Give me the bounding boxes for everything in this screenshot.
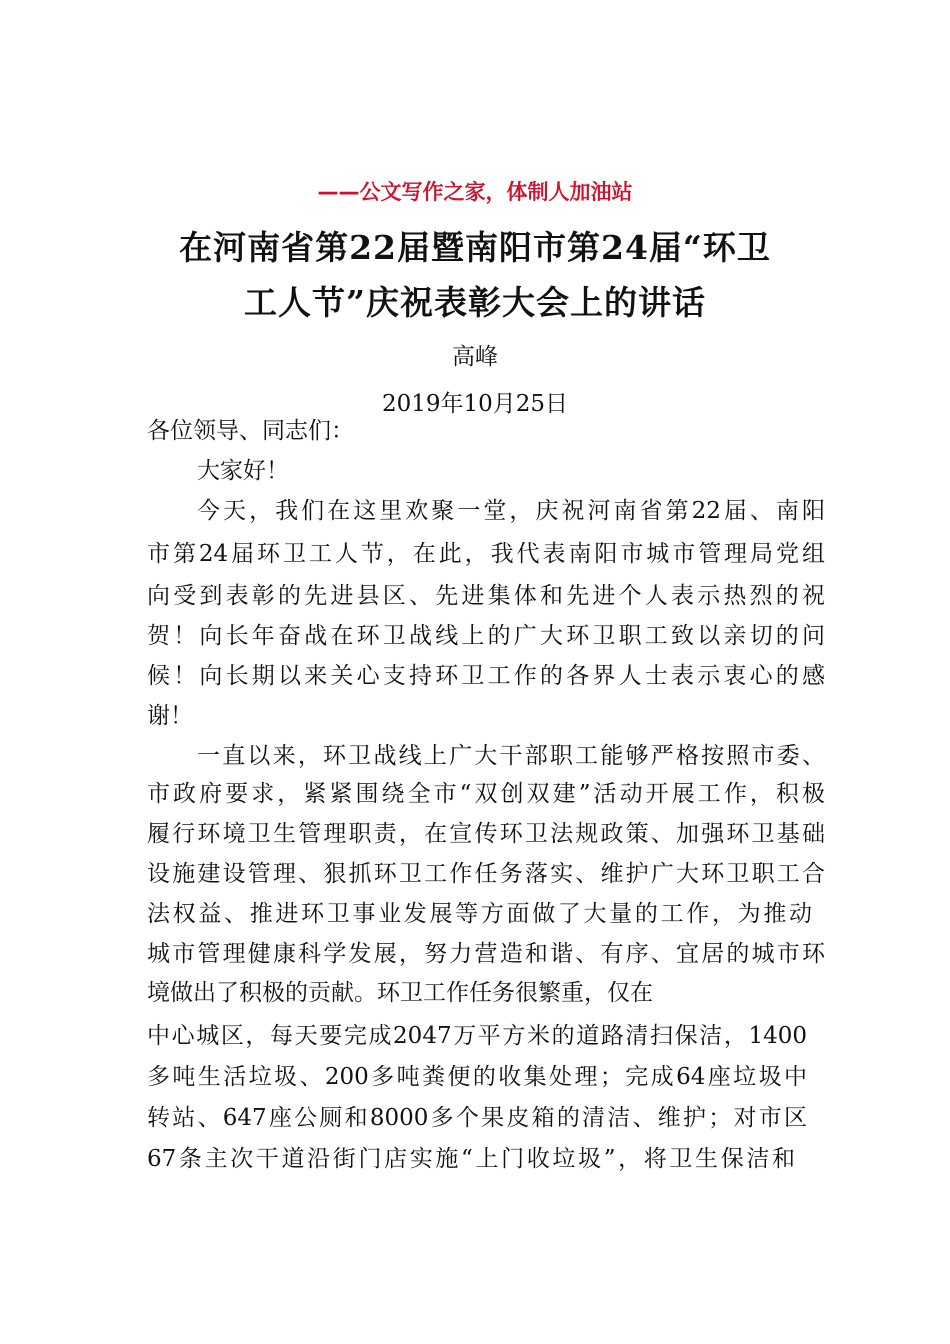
- slogan-header: ——公文写作之家，体制人加油站: [317, 180, 633, 204]
- paragraph-2-line: 境做出了积极的贡献。环卫工作任务很繁重，仅在: [147, 980, 653, 1006]
- date: 2019年10月25日: [381, 391, 569, 417]
- salutation: 各位领导、同志们：: [147, 418, 354, 444]
- paragraph-3-line: 转站、647座公厕和8000多个果皮箱的清洁、维护；对市区: [147, 1105, 807, 1131]
- paragraph-3-line: 中心城区，每天要完成2047万平方米的道路清扫保洁，1400: [147, 1023, 807, 1049]
- greeting: 大家好！: [197, 458, 289, 484]
- document-title-line-1: 在河南省第22届暨南阳市第24届“环卫: [179, 228, 771, 267]
- paragraph-3-line: 67条主次干道沿街门店实施“上门收垃圾”，将卫生保洁和: [147, 1146, 795, 1172]
- paragraph-2-line: 市政府要求，紧紧围绕全市“双创双建”活动开展工作，积极: [147, 781, 825, 807]
- paragraph-1-line: 贺！向长年奋战在环卫战线上的广大环卫职工致以亲切的问: [147, 623, 825, 649]
- paragraph-2-line: 法权益、推进环卫事业发展等方面做了大量的工作，为推动: [147, 901, 812, 927]
- paragraph-1-line: 今天，我们在这里欢聚一堂，庆祝河南省第22届、南阳: [197, 498, 825, 524]
- paragraph-1-line: 谢！: [147, 703, 193, 729]
- paragraph-2-line: 履行环境卫生管理职责，在宣传环卫法规政策、加强环卫基础: [147, 821, 825, 847]
- document-title-line-2: 工人节”庆祝表彰大会上的讲话: [244, 283, 706, 322]
- paragraph-1-line: 市第24届环卫工人节，在此，我代表南阳市城市管理局党组: [147, 541, 825, 567]
- paragraph-3-line: 多吨生活垃圾、200多吨粪便的收集处理；完成64座垃圾中: [147, 1064, 807, 1090]
- paragraph-2-line: 一直以来，环卫战线上广大干部职工能够严格按照市委、: [197, 743, 825, 769]
- paragraph-2-line: 城市管理健康科学发展，努力营造和谐、有序、宜居的城市环: [147, 941, 825, 967]
- paragraph-2-line: 设施建设管理、狠抓环卫工作任务落实、维护广大环卫职工合: [147, 861, 825, 887]
- author: 高峰: [452, 344, 498, 370]
- paragraph-1-line: 向受到表彰的先进县区、先进集体和先进个人表示热烈的祝: [147, 583, 825, 609]
- paragraph-1-line: 候！向长期以来关心支持环卫工作的各界人士表示衷心的感: [147, 663, 825, 689]
